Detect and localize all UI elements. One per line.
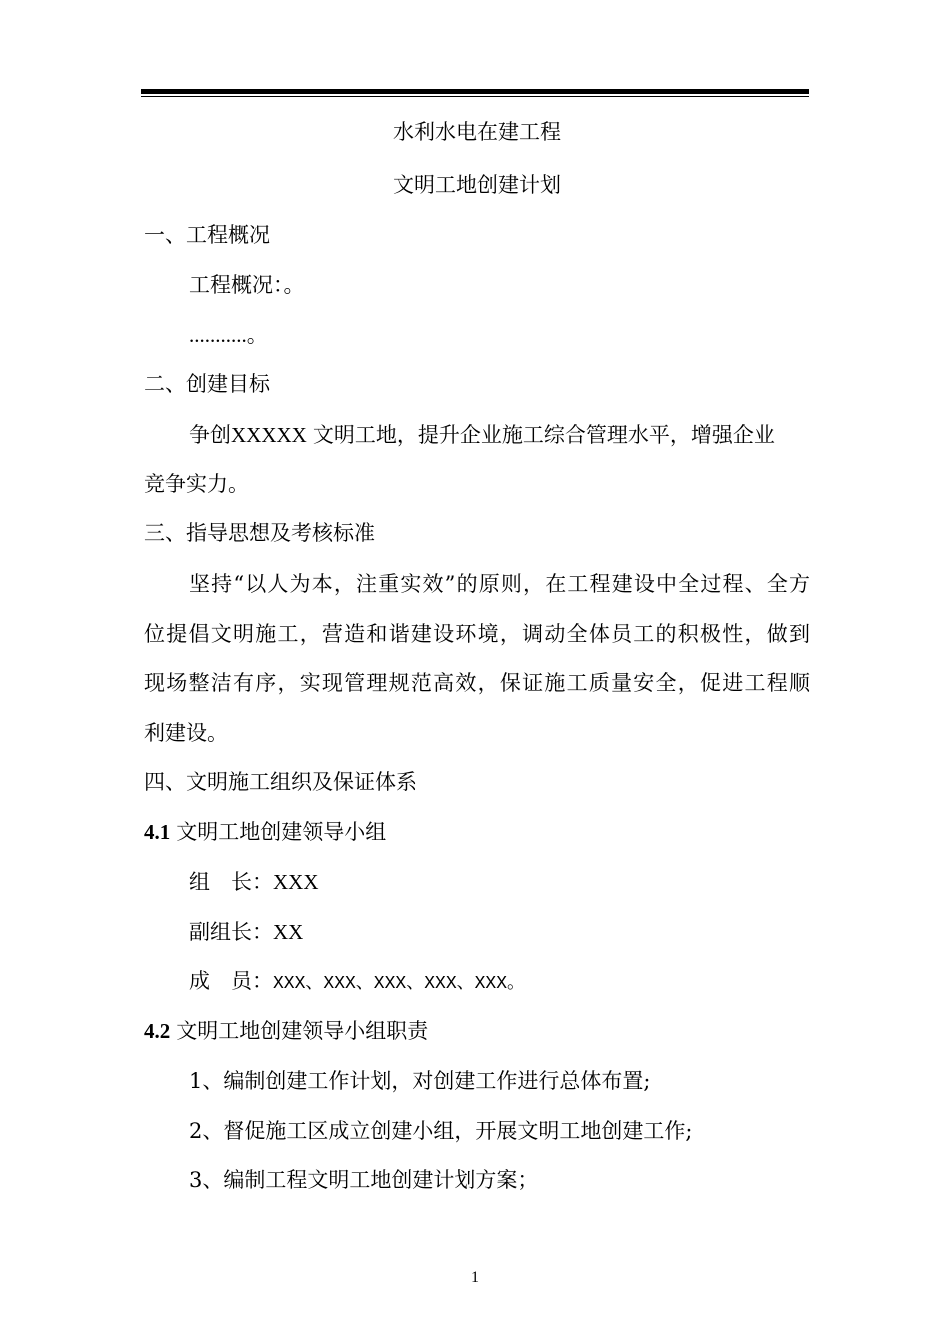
document-title-line1: 水利水电在建工程: [393, 120, 561, 144]
subsection-4-2-title: 文明工地创建领导小组职责: [176, 1019, 429, 1043]
subsection-4-1-number: 4.1: [144, 820, 171, 844]
leader-row: [189, 867, 810, 897]
section2-text-b: 文明工地，提升企业施工综合管理水平，增强企业: [312, 423, 775, 447]
section3-paragraph-line2: 位提倡文明施工，营造和谐建设环境，调动全体员工的积极性，做到: [144, 622, 810, 646]
section1-line2: ...........。: [189, 323, 268, 347]
subsection-4-2-number: 4.2: [144, 1019, 171, 1043]
section2-text-a: 争创: [189, 423, 231, 447]
deputy-row: [189, 917, 810, 947]
duty-item-2: 2、督促施工区成立创建小组，开展文明工地创建工作;: [189, 1119, 693, 1143]
leader-value: XXX: [273, 870, 319, 894]
section2-heading: 二、创建目标: [144, 372, 270, 396]
duty-item-3: 3、编制工程文明工地创建计划方案；: [189, 1168, 539, 1192]
section2-paragraph-line2: 竞争实力。: [144, 472, 249, 496]
section3-heading: 三、指导思想及考核标准: [144, 521, 375, 545]
leader-label-a: 组: [189, 870, 210, 894]
section4-heading: 四、文明施工组织及保证体系: [144, 770, 417, 794]
deputy-value: XX: [273, 920, 304, 944]
duty-item-1: 1、编制创建工作计划，对创建工作进行总体布置;: [189, 1069, 651, 1093]
member-label-b: 员：: [231, 969, 273, 993]
subsection-4-1-heading: [144, 817, 810, 847]
header-rule-thin: [141, 96, 809, 97]
section1-heading: 一、工程概况: [144, 223, 270, 247]
member-row: [189, 966, 810, 996]
section3-paragraph-line3: 现场整洁有序，实现管理规范高效，保证施工质量安全，促进工程顺: [144, 671, 810, 695]
member-value: XXX、XXX、XXX、XXX、XXX。: [273, 974, 526, 994]
section3-paragraph-line4: 利建设。: [144, 721, 228, 745]
page-number: 1: [471, 1269, 479, 1286]
member-label-a: 成: [189, 969, 210, 993]
document-title-line2: 文明工地创建计划: [393, 173, 561, 197]
subsection-4-1-title: 文明工地创建领导小组: [176, 820, 387, 844]
section3-paragraph-line1: 坚持“以人为本，注重实效”的原则，在工程建设中全过程、全方: [189, 572, 810, 596]
subsection-4-2-heading: [144, 1016, 810, 1046]
section2-placeholder-name: XXXXX: [231, 423, 307, 447]
deputy-label: 副组长：: [189, 920, 273, 944]
header-rule-thick: [141, 89, 809, 94]
section1-line1: 工程概况：。: [189, 273, 305, 297]
leader-label-b: 长：: [231, 870, 273, 894]
section2-paragraph-line1: [189, 420, 810, 450]
